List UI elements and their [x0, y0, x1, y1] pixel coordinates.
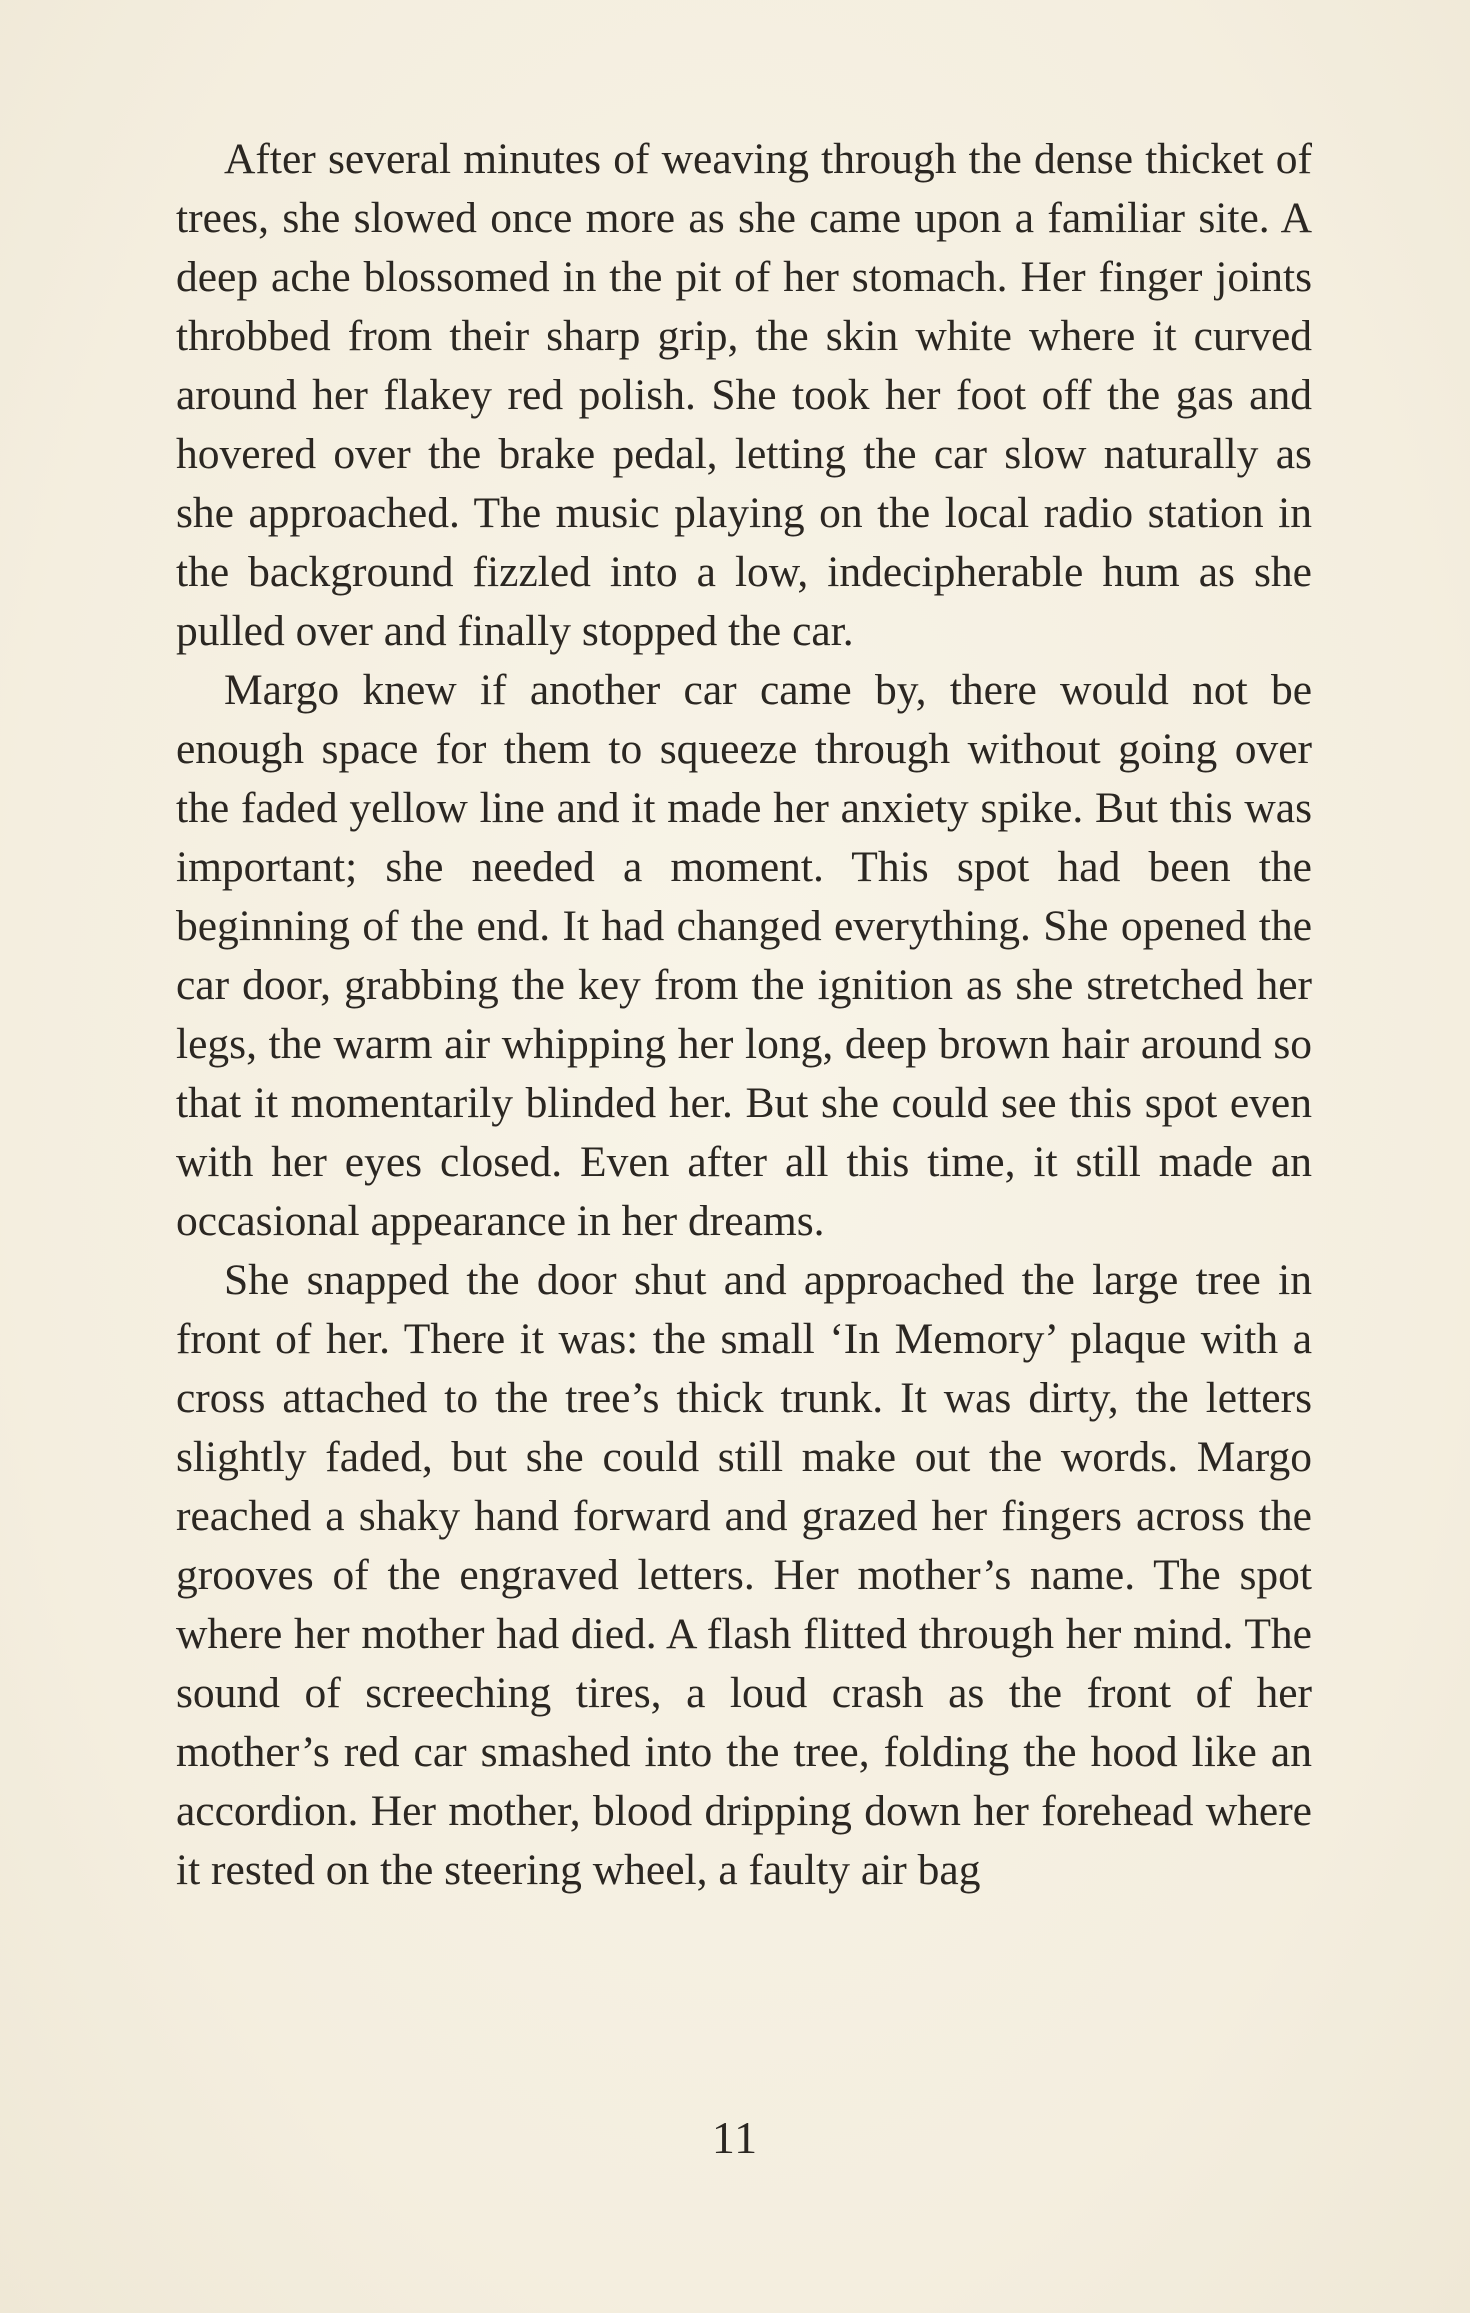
- page-number: 11: [711, 2112, 759, 2163]
- paragraph-1: After several minutes of weaving through the dense thicket of trees, she slowed once more as she came upon a familiar site. A deep ache blossomed in the pit of her stomach. Her finger joints throbbed from their sharp grip, the skin white where it curved around her flakey red polish. She took her foot off the gas and hovered over the brake pedal, letting the car slow naturally as she approached. The music playing on the local radio station in the background fizzled into a low, indecipherable hum as she pulled over and finally stopped the car.: [176, 135, 1312, 655]
- paragraph-2: Margo knew if another car came by, there would not be enough space for them to squeeze through without going over the faded yellow line and it made her anxiety spike. But this was important; she needed a moment. This spot had been the beginning of the end. It had changed everything. She opened the car door, grabbing the key from the ignition as she stretched her legs, the warm air whipping her long, deep brown hair around so that it momentarily blinded her. But she could see this spot even with her eyes closed. Even after all this time, it still made an occasional appearance in her dreams.: [176, 666, 1312, 1245]
- body-text: [176, 130, 1312, 1900]
- paragraph-3: She snapped the door shut and approached the large tree in front of her. There it was: the small ‘In Memory’ plaque with a cross attached to the tree’s thick trunk. It was dirty, the letters slightly faded, but she could still make out the words. Margo reached a shaky hand forward and grazed her fingers across the grooves of the engraved letters. Her mother’s name. The spot where her mother had died. A flash flitted through her mind. The sound of screeching tires, a loud crash as the front of her mother’s red car smashed into the tree, folding the hood like an accordion. Her mother, blood dripping down her forehead where it rested on the steering wheel, a faulty air bag: [176, 1256, 1312, 1894]
